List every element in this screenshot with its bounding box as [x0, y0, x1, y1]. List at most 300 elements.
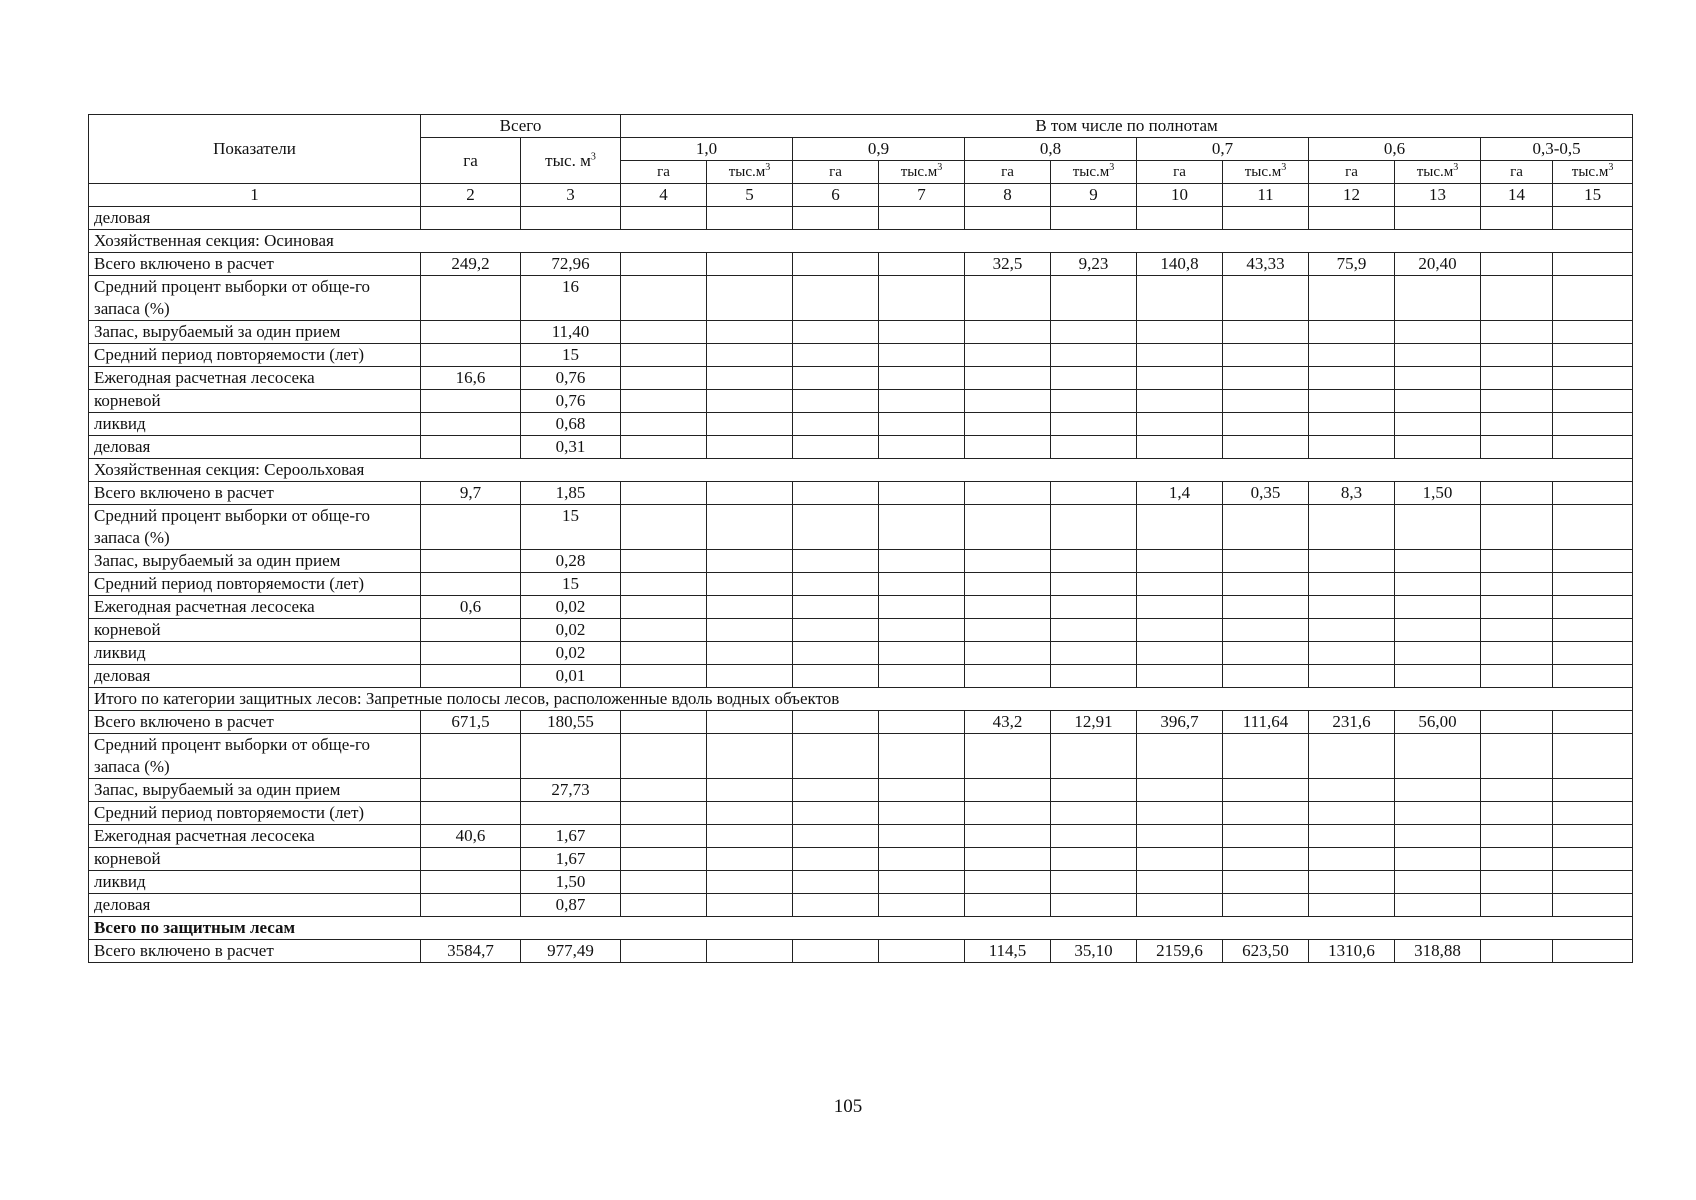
table-cell: [1137, 779, 1223, 802]
table-cell: [1481, 619, 1553, 642]
table-cell: 0,02: [521, 642, 621, 665]
table-row: [89, 779, 1633, 802]
table-cell: [421, 550, 521, 573]
table-row: [89, 367, 1633, 390]
table-cell: [707, 321, 793, 344]
table-cell: [1553, 344, 1633, 367]
table-cell: [1395, 825, 1481, 848]
row-label: ликвид: [89, 413, 421, 436]
table-cell: [879, 802, 965, 825]
table-cell: [1481, 367, 1553, 390]
table-cell: [965, 734, 1051, 779]
table-cell: [421, 894, 521, 917]
table-cell: [1223, 596, 1309, 619]
row-label: Средний период повторяемости (лет): [89, 344, 421, 367]
table-cell: [421, 665, 521, 688]
column-number: 2: [421, 184, 521, 207]
table-cell: [707, 482, 793, 505]
row-label: корневой: [89, 848, 421, 871]
table-cell: [965, 367, 1051, 390]
table-cell: [1223, 413, 1309, 436]
table-cell: [707, 207, 793, 230]
table-cell: [707, 825, 793, 848]
table-cell: [1309, 550, 1395, 573]
table-cell: [1223, 321, 1309, 344]
table-cell: [879, 619, 965, 642]
table-cell: [1395, 871, 1481, 894]
table-cell: [879, 848, 965, 871]
table-cell: [965, 642, 1051, 665]
header-unit-volume: $тыс.м^3$: [1395, 161, 1481, 184]
table-cell: 0,6: [421, 596, 521, 619]
table-cell: 0,87: [521, 894, 621, 917]
header-unit-ha: га: [1309, 161, 1395, 184]
table-cell: [1309, 825, 1395, 848]
section-row: [89, 230, 1633, 253]
table-cell: [1223, 825, 1309, 848]
table-cell: [793, 619, 879, 642]
table-cell: [1051, 871, 1137, 894]
table-row: [89, 940, 1633, 963]
table-cell: 140,8: [1137, 253, 1223, 276]
table-cell: [793, 825, 879, 848]
table-cell: [1553, 871, 1633, 894]
table-cell: [621, 894, 707, 917]
table-cell: [621, 619, 707, 642]
table-cell: [621, 871, 707, 894]
table-cell: [1137, 848, 1223, 871]
table-cell: [1309, 619, 1395, 642]
column-number: 9: [1051, 184, 1137, 207]
table-cell: [1553, 573, 1633, 596]
table-cell: [1395, 665, 1481, 688]
table-cell: [965, 825, 1051, 848]
table-cell: 3584,7: [421, 940, 521, 963]
table-cell: [707, 779, 793, 802]
table-cell: [965, 596, 1051, 619]
table-cell: 1,4: [1137, 482, 1223, 505]
column-number: 1: [89, 184, 421, 207]
table-cell: 1,67: [521, 825, 621, 848]
table-cell: [1051, 505, 1137, 550]
table-cell: [879, 344, 965, 367]
table-cell: [707, 390, 793, 413]
table-cell: [879, 596, 965, 619]
column-number: 14: [1481, 184, 1553, 207]
table-cell: [1395, 436, 1481, 459]
table-cell: [879, 482, 965, 505]
table-cell: [793, 367, 879, 390]
table-cell: [621, 848, 707, 871]
table-cell: [1137, 642, 1223, 665]
table-cell: [421, 573, 521, 596]
table-row: [89, 894, 1633, 917]
header-unit-ha: га: [1137, 161, 1223, 184]
table-cell: [879, 711, 965, 734]
table-cell: 15: [521, 505, 621, 550]
header-including: В том числе по полнотам: [621, 115, 1633, 138]
table-cell: [1223, 207, 1309, 230]
table-cell: [1481, 413, 1553, 436]
column-number: 12: [1309, 184, 1395, 207]
table-cell: [1051, 321, 1137, 344]
table-cell: [793, 321, 879, 344]
table-cell: [521, 207, 621, 230]
table-cell: [793, 436, 879, 459]
table-cell: [1223, 619, 1309, 642]
table-cell: [1137, 894, 1223, 917]
section-title: Всего по защитным лесам: [89, 917, 1633, 940]
table-cell: [1395, 734, 1481, 779]
row-label: Средний период повторяемости (лет): [89, 573, 421, 596]
table-cell: 1,85: [521, 482, 621, 505]
table-cell: [707, 596, 793, 619]
table-cell: [1309, 573, 1395, 596]
table-cell: 15: [521, 344, 621, 367]
header-total: Всего: [421, 115, 621, 138]
header-density: 0,8: [965, 138, 1137, 161]
table-cell: [1395, 207, 1481, 230]
table-cell: [1051, 276, 1137, 321]
table-cell: [879, 253, 965, 276]
row-label: деловая: [89, 894, 421, 917]
table-cell: [621, 596, 707, 619]
table-cell: [1137, 871, 1223, 894]
table-cell: [621, 390, 707, 413]
table-cell: [1309, 276, 1395, 321]
column-number: 4: [621, 184, 707, 207]
table-cell: [1481, 573, 1553, 596]
table-cell: [1137, 344, 1223, 367]
table-cell: [1309, 894, 1395, 917]
table-cell: [421, 321, 521, 344]
table-cell: [1223, 848, 1309, 871]
table-cell: [1051, 344, 1137, 367]
table-cell: [879, 276, 965, 321]
table-cell: [879, 779, 965, 802]
table-cell: 72,96: [521, 253, 621, 276]
table-cell: 0,76: [521, 367, 621, 390]
table-cell: [1395, 413, 1481, 436]
row-label: деловая: [89, 665, 421, 688]
table-cell: [793, 802, 879, 825]
table-row: [89, 436, 1633, 459]
table-cell: [621, 253, 707, 276]
table-cell: [1223, 894, 1309, 917]
table-cell: [793, 940, 879, 963]
table-cell: [1395, 573, 1481, 596]
table-cell: [621, 825, 707, 848]
table-cell: [793, 413, 879, 436]
row-label: корневой: [89, 619, 421, 642]
row-label: Всего включено в расчет: [89, 940, 421, 963]
table-cell: [1223, 802, 1309, 825]
table-cell: 396,7: [1137, 711, 1223, 734]
table-cell: [965, 436, 1051, 459]
table-cell: [1223, 550, 1309, 573]
table-cell: [1309, 321, 1395, 344]
column-number: 6: [793, 184, 879, 207]
row-label: Ежегодная расчетная лесосека: [89, 825, 421, 848]
table-cell: [707, 711, 793, 734]
table-cell: [965, 619, 1051, 642]
table-cell: [707, 253, 793, 276]
table-cell: [621, 802, 707, 825]
table-row: [89, 482, 1633, 505]
table-row: [89, 665, 1633, 688]
column-number: 5: [707, 184, 793, 207]
table-cell: [707, 413, 793, 436]
row-label: деловая: [89, 436, 421, 459]
table-cell: [1481, 802, 1553, 825]
table-cell: [1051, 734, 1137, 779]
page-number: 105: [833, 1096, 863, 1117]
header-total-volume: тыс. $м^3$: [521, 138, 621, 184]
table-cell: [1553, 482, 1633, 505]
table-cell: 0,01: [521, 665, 621, 688]
table-cell: [707, 619, 793, 642]
table-cell: [1309, 505, 1395, 550]
row-label: Запас, вырубаемый за один прием: [89, 779, 421, 802]
table-cell: 12,91: [1051, 711, 1137, 734]
table-cell: [707, 848, 793, 871]
table-cell: [621, 413, 707, 436]
table-cell: [1395, 505, 1481, 550]
column-number: 8: [965, 184, 1051, 207]
table-cell: [707, 367, 793, 390]
table-cell: [621, 665, 707, 688]
table-cell: [1481, 596, 1553, 619]
table-cell: [1223, 505, 1309, 550]
table-cell: [1309, 665, 1395, 688]
table-header: [89, 115, 1633, 207]
table-cell: 0,35: [1223, 482, 1309, 505]
table-cell: [965, 550, 1051, 573]
table-cell: [1309, 871, 1395, 894]
table-cell: [879, 550, 965, 573]
header-unit-ha: га: [793, 161, 879, 184]
header-density: 0,6: [1309, 138, 1481, 161]
row-label: Средний процент выборки от обще-го запаса (%): [89, 276, 421, 321]
table-cell: [1553, 505, 1633, 550]
table-cell: [1309, 390, 1395, 413]
table-cell: [421, 390, 521, 413]
column-number: 10: [1137, 184, 1223, 207]
table-cell: [1481, 894, 1553, 917]
table-cell: [1553, 367, 1633, 390]
table-cell: [621, 940, 707, 963]
table-cell: [1223, 642, 1309, 665]
table-cell: [1395, 596, 1481, 619]
table-cell: [1395, 848, 1481, 871]
table-row: [89, 825, 1633, 848]
table-cell: [707, 276, 793, 321]
table-cell: [1553, 802, 1633, 825]
table-cell: [1051, 573, 1137, 596]
table-cell: 8,3: [1309, 482, 1395, 505]
table-cell: 1,67: [521, 848, 621, 871]
table-cell: [965, 505, 1051, 550]
table-row: [89, 344, 1633, 367]
table-cell: [1223, 276, 1309, 321]
table-cell: [879, 413, 965, 436]
table-cell: [1223, 344, 1309, 367]
table-cell: [1137, 505, 1223, 550]
table-cell: [1309, 779, 1395, 802]
table-cell: 11,40: [521, 321, 621, 344]
header-density: 0,7: [1137, 138, 1309, 161]
table-cell: [965, 848, 1051, 871]
table-cell: [793, 207, 879, 230]
table-cell: 27,73: [521, 779, 621, 802]
table-cell: [1553, 321, 1633, 344]
table-cell: [621, 482, 707, 505]
table-cell: 0,02: [521, 619, 621, 642]
table-cell: 16,6: [421, 367, 521, 390]
table-cell: [1309, 802, 1395, 825]
table-cell: [1553, 390, 1633, 413]
table-cell: [879, 390, 965, 413]
column-number: 3: [521, 184, 621, 207]
table-cell: [793, 894, 879, 917]
row-label: ликвид: [89, 871, 421, 894]
table-cell: 43,2: [965, 711, 1051, 734]
table-cell: [1481, 482, 1553, 505]
table-cell: [1137, 390, 1223, 413]
table-cell: [707, 894, 793, 917]
table-cell: [707, 734, 793, 779]
table-cell: [793, 550, 879, 573]
table-cell: [707, 642, 793, 665]
table-row: [89, 619, 1633, 642]
table-cell: [707, 344, 793, 367]
table-cell: 40,6: [421, 825, 521, 848]
header-density: 1,0: [621, 138, 793, 161]
row-label: Средний процент выборки от обще-го запаса (%): [89, 505, 421, 550]
table-cell: [793, 253, 879, 276]
table-cell: [1051, 619, 1137, 642]
section-row: [89, 688, 1633, 711]
table-cell: [793, 390, 879, 413]
table-cell: [421, 802, 521, 825]
table-cell: 318,88: [1395, 940, 1481, 963]
table-cell: [1137, 734, 1223, 779]
table-cell: [1481, 344, 1553, 367]
table-cell: 671,5: [421, 711, 521, 734]
table-cell: [421, 344, 521, 367]
table-cell: [965, 276, 1051, 321]
table-cell: [1051, 550, 1137, 573]
header-total-ha: га: [421, 138, 521, 184]
table-cell: [707, 665, 793, 688]
table-cell: [1309, 367, 1395, 390]
table-cell: [1395, 550, 1481, 573]
table-cell: [1481, 207, 1553, 230]
row-label: Запас, вырубаемый за один прием: [89, 321, 421, 344]
section-title: Хозяйственная секция: Сероольховая: [89, 459, 1633, 482]
table-cell: [793, 505, 879, 550]
table-cell: [1481, 253, 1553, 276]
table-cell: [793, 596, 879, 619]
table-cell: [1223, 871, 1309, 894]
table-cell: [421, 642, 521, 665]
table-cell: [965, 413, 1051, 436]
table-cell: [1395, 276, 1481, 321]
table-cell: [1137, 825, 1223, 848]
table-cell: 114,5: [965, 940, 1051, 963]
table-cell: [1223, 665, 1309, 688]
table-cell: [621, 207, 707, 230]
table-cell: [1309, 436, 1395, 459]
table-cell: 75,9: [1309, 253, 1395, 276]
table-cell: [421, 848, 521, 871]
table-cell: [793, 642, 879, 665]
table-row: [89, 207, 1633, 230]
table-cell: [965, 665, 1051, 688]
table-cell: 0,02: [521, 596, 621, 619]
table-cell: [621, 321, 707, 344]
table-cell: [1481, 734, 1553, 779]
table-cell: [707, 550, 793, 573]
table-cell: 9,23: [1051, 253, 1137, 276]
table-cell: [1309, 413, 1395, 436]
table-cell: [879, 665, 965, 688]
table-cell: [793, 871, 879, 894]
table-cell: [707, 436, 793, 459]
table-cell: 1310,6: [1309, 940, 1395, 963]
table-row: [89, 802, 1633, 825]
table-cell: 249,2: [421, 253, 521, 276]
forest-calculation-table: [88, 114, 1633, 963]
table-cell: [793, 734, 879, 779]
table-cell: [879, 894, 965, 917]
table-cell: [1553, 894, 1633, 917]
table-cell: 15: [521, 573, 621, 596]
table-cell: [1051, 436, 1137, 459]
table-row: [89, 550, 1633, 573]
row-label: корневой: [89, 390, 421, 413]
table-cell: 111,64: [1223, 711, 1309, 734]
table-cell: [707, 505, 793, 550]
table-cell: [879, 207, 965, 230]
table-cell: [1137, 802, 1223, 825]
table-cell: [621, 367, 707, 390]
table-cell: [1395, 321, 1481, 344]
table-cell: [1051, 367, 1137, 390]
table-cell: [965, 207, 1051, 230]
table-cell: [521, 734, 621, 779]
section-title: Хозяйственная секция: Осиновая: [89, 230, 1633, 253]
table-cell: [421, 276, 521, 321]
header-unit-volume: $тыс.м^3$: [879, 161, 965, 184]
table-cell: [965, 779, 1051, 802]
table-cell: [793, 573, 879, 596]
table-cell: [1481, 779, 1553, 802]
table-cell: [793, 276, 879, 321]
table-cell: [1137, 367, 1223, 390]
table-cell: [1395, 390, 1481, 413]
row-label: Всего включено в расчет: [89, 482, 421, 505]
table-cell: [1553, 734, 1633, 779]
header-unit-volume: $тыс.м^3$: [707, 161, 793, 184]
table-cell: [879, 367, 965, 390]
header-unit-ha: га: [965, 161, 1051, 184]
section-row: [89, 459, 1633, 482]
table-row: [89, 321, 1633, 344]
table-cell: [1137, 321, 1223, 344]
table-cell: [793, 711, 879, 734]
table-cell: 2159,6: [1137, 940, 1223, 963]
